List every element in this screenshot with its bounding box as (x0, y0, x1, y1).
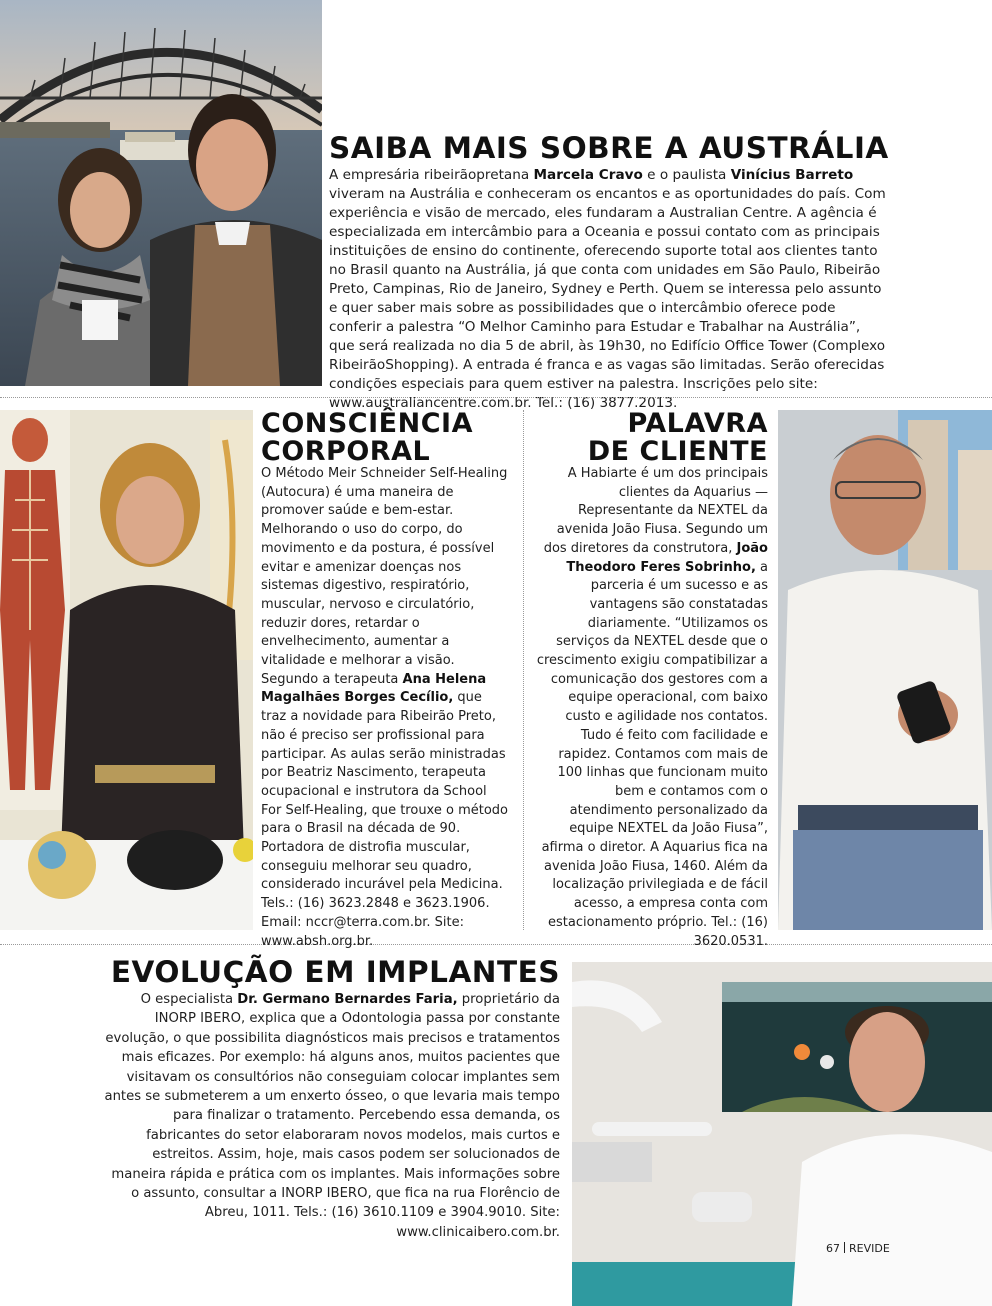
sydney-photo-image (0, 0, 322, 386)
dentist-clinic-photo (572, 962, 992, 1306)
palavra-headline (536, 410, 768, 466)
implantes-headline: EVOLUÇÃO EM IMPLANTES (110, 955, 560, 989)
sydney-couple-photo (0, 0, 322, 386)
consciencia-text-1: O Método Meir Schneider Self-Healing (Autocura) é uma maneira de promover saúde e bem-estar. Melhorando o uso do corpo, do movimento e da postura, é possível evitar e amenizar doenças nos sistemas digestivo, respiratório, muscular, nervoso e circulatório, reduzir dores, retardar o envelhecimento, aumentar a vitalidade e melhorar a visão. Segundo a terapeuta (261, 466, 508, 687)
consciencia-headline-line1: CONSCIÊNCIA (261, 408, 473, 439)
australia-text-1: A empresária ribeirãopretana (329, 167, 534, 183)
implantes-body (100, 990, 560, 1242)
folio-divider (844, 1242, 845, 1253)
palavra-text-2: a parceria é um sucesso e as vantagens são constatadas diariamente. “Utilizamos os serviços da NEXTEL desde que o crescimento exigiu compatibilizar a comunicação dos gestores com a equipe operacional, com baixo custo e agilidade nos contatos. Tudo é feito com facilidade e rapidez. Contamos com mais de 100 linhas que funcionam muito bem e contamos com o atendimento personalizado da equipe NEXTEL da João Fiusa”, afirma o diretor. A Aquarius fica na avenida João Fiusa, 1460. Além da localização privilegiada e de fácil acesso, a empresa conta com estacionamento próprio. Tel.: (16) 3620.0531. (536, 559, 768, 949)
therapist-photo-image (0, 410, 253, 930)
implantes-text-2: proprietário da INORP IBERO, explica que a Odontologia passa por constante evolução, o que possibilita diagnósticos mais precisos e tratamentos mais eficazes. Por exemplo: há alguns anos, muitos pacientes que visitavam os consultórios não conseguiam colocar implantes sem antes se submeterem a um enxerto ósseo, o que levaria mais tempo para finalizar o tratamento. Percebendo essa demanda, os fabricantes do setor elaboraram novos modelos, mais curtos e estreitos. Assim, hoje, mais casos podem ser solucionados de maneira rápida e prática com os implantes. Mais informações sobre o assunto, consultar a INORP IBERO, que fica na rua Florêncio de Abreu, 1011. Tels.: (16) 3610.1109 e 3904.9010. Site: www.clinicaibero.com.br. (104, 992, 560, 1240)
page-folio (826, 1242, 906, 1258)
palavra-headline-line1: PALAVRA (627, 408, 768, 439)
person-name-germano: Dr. Germano Bernardes Faria, (237, 992, 458, 1007)
director-photo-image (778, 410, 992, 930)
consciencia-text-2: que traz a novidade para Ribeirão Preto, não é preciso ser profissional para participar. As aulas serão ministradas por Beatriz Nascimento, terapeuta ocupacional e instrutora da School For Self-Healing, que trouxe o método para o Brasil na década de 90. Portadora de distrofia muscular, conseguiu melhorar seu quadro, considerado incurável pela Medicina. Tels.: (16) 3623.2848 e 3623.1906. Email: nccr@terra.com.br. Site: www.absh.org.br. (261, 690, 508, 949)
australia-headline: SAIBA MAIS SOBRE A AUSTRÁLIA (329, 131, 889, 165)
consciencia-headline-line2: CORPORAL (261, 436, 431, 467)
therapist-anatomy-photo (0, 410, 253, 930)
dentist-photo-image (572, 962, 992, 1306)
australia-body (329, 166, 889, 413)
palavra-text-1: A Habiarte é um dos principais clientes da Aquarius — Representante da NEXTEL da avenida João Fiusa. Segundo um dos diretores da construtora, (543, 466, 768, 556)
person-name-joao-theodoro: João Theodoro Feres Sobrinho, (566, 540, 768, 575)
consciencia-headline (261, 410, 521, 466)
person-name-ana-helena: Ana Helena Magalhães Borges Cecílio, (261, 671, 487, 706)
magazine-name: REVIDE (849, 1242, 890, 1255)
palavra-headline-line2: DE CLIENTE (587, 436, 768, 467)
implantes-text-1: O especialista (140, 992, 238, 1007)
person-name-marcela: Marcela Cravo (533, 167, 643, 183)
australia-text-3: viveram na Austrália e conheceram os encantos e as oportunidades do país. Com experiência e visão de mercado, eles fundaram a Australian Centre. A agência é especializada em intercâmbio para a Oceania e possui contato com as principais instituições de ensino do continente, oferecendo suporte total aos clientes tanto no Brasil quanto na Austrália, já que conta com unidades em São Paulo, Ribeirão Preto, Campinas, Rio de Janeiro, Sydney e Perth. Quem se interessa pelo assunto e quer saber mais sobre as possibilidades que o intercâmbio oferece pode conferir a palestra “O Melhor Caminho para Estudar e Trabalhar na Austrália”, que será realizada no dia 5 de abril, às 19h30, no Edifício Office Tower (Complexo RibeirãoShopping). A entrada é franca e as vagas são limitadas. Serão oferecidas condições especiais para quem estiver na palestra. Inscrições pelo site: www.australiancentre.com.br. Tel.: (16) 3877.2013. (329, 186, 886, 411)
column-divider (523, 410, 524, 930)
palavra-body (536, 465, 768, 951)
person-name-vinicius: Vinícius Barreto (730, 167, 854, 183)
consciencia-body (261, 465, 511, 951)
director-phone-photo (778, 410, 992, 930)
row-divider-top (0, 397, 992, 398)
australia-text-2: e o paulista (642, 167, 731, 183)
page-number: 67 (826, 1242, 840, 1255)
